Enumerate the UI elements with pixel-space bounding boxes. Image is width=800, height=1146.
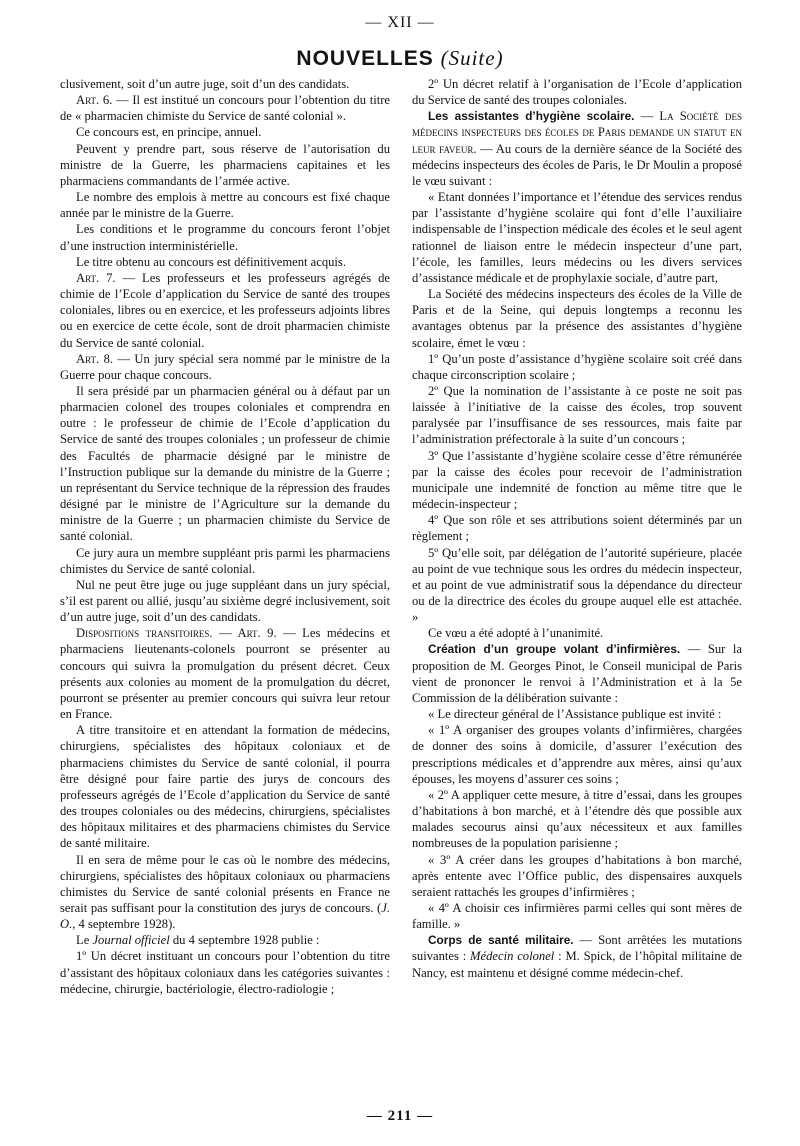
- article-label: Art. 6.: [76, 93, 113, 108]
- title-text: NOUVELLES: [296, 47, 434, 70]
- article-label: — Art. 9.: [212, 626, 277, 641]
- paragraph-text: Le: [76, 933, 93, 948]
- paragraph: 1º Qu’un poste d’assistance d’hygiène scolaire soit créé dans chaque circonscription scolaire ;: [412, 351, 742, 382]
- paragraph: [60, 852, 390, 933]
- paragraph: Peuvent y prendre part, sous réserve de l’autorisation du ministre de la Guerre, les pharmaciens capitaines et les pharmaciens commandants de l’armée active.: [60, 141, 390, 188]
- article-label: Art. 8.: [76, 351, 114, 366]
- paragraph: « 1º A organiser des groupes volants d’infirmières, chargées de donner des soins à domicile, d’assurer l’exécution des prescriptions médicales et d’apprendre aux mères, ainsi qu’aux épouses, les moyens d’assurer ces soins ;: [412, 723, 742, 786]
- paragraph-text: — Sont arrêtées les mutations suivantes :: [412, 933, 742, 964]
- paragraph: Ce jury aura un membre suppléant pris parmi les pharmaciens chimistes du Service de santé colonial.: [60, 545, 390, 576]
- paragraph: [412, 108, 742, 189]
- paragraph: Il sera présidé par un pharmacien général ou à défaut par un pharmacien colonel des troupes coloniales et comprendra en outre : le professeur de chimie de l’Ecole d’application du Service de santé des troupes coloniales ; un professeur de chimie des Facultés de pharmacie désigné par le ministre de l’Instruction publique sur la demande du ministre de la Guerre ; un représentant du Service technique de la répression des fraudes désigné par le ministre de l’Agriculture sur la demande du ministre de la Guerre ; un pharmacien chimiste du Service de santé colonial.: [60, 383, 390, 544]
- paragraph: [412, 641, 742, 706]
- paragraph: [60, 625, 390, 722]
- paragraph: Le titre obtenu au concours est définitivement acquis.: [76, 254, 346, 269]
- paragraph: Les conditions et le programme du concours feront l’objet d’une instruction interministérielle.: [60, 222, 390, 253]
- page-number: — 211 —: [366, 1108, 434, 1124]
- paragraph: clusivement, soit d’un autre juge, soit d’un des candidats.: [60, 77, 350, 91]
- paragraph: [60, 932, 390, 948]
- paragraph: Ce concours est, en principe, annuel.: [76, 125, 262, 140]
- left-column: [60, 76, 390, 997]
- paragraph: « 3º A créer dans les groupes d’habitations à bon marché, après entente avec l’Office public, des dispensaires auxquels seraient rattachés les groupes d’infirmières ;: [412, 852, 742, 899]
- roman-folio: — XII —: [365, 14, 435, 31]
- paragraph: 2º Un décret relatif à l’organisation de l’Ecole d’application du Service de santé des troupes coloniales.: [412, 77, 742, 108]
- paragraph-text: — Sur la proposition de M. Georges Pinot, le Conseil municipal de Paris vient de prononcer le renvoi à l’Administration et à la 5e Commission de la délibération suivante :: [412, 642, 743, 705]
- section-heading: Dispositions transitoires.: [76, 626, 213, 641]
- paragraph: A titre transitoire et en attendant la formation de médecins, chirurgiens, spécialistes des hôpitaux coloniaux et de pharmaciens chimistes du Service de santé colonial, il pourra être désigné pour faire partie des jurys de concours des professeurs agrégés de l’Ecole d’application du Service de santé des troupes coloniales ou des médecins, chirurgiens, spécialistes des hôpitaux militaires et des pharmaciens chimistes du Service de santé militaire.: [60, 723, 390, 851]
- paragraph: Nul ne peut être juge ou juge suppléant dans un jury spécial, s’il est parent ou allié, jusqu’au sixième degré inclusivement, soit d’un autre juge, soit d’un des candidats.: [60, 577, 390, 625]
- paragraph-text: , 4 septembre 1928).: [72, 917, 176, 932]
- paragraph: 5º Qu’elle soit, par délégation de l’autorité supérieure, placée au point de vue technique sous les ordres du médecin inspecteur, et au point de vue administratif sous la dépendance du directeur ou de la directrice des écoles du groupe auquel elle est attachée. »: [412, 545, 742, 625]
- title-suite: (Suite): [440, 46, 504, 70]
- paragraph-text: — Il est institué un concours pour l’obtention du titre de « pharmacien chimiste du Service de santé colonial ».: [60, 93, 390, 124]
- right-column: [412, 76, 742, 981]
- paragraph: « 4º A choisir ces infirmières parmi celles qui sont mères de famille. »: [412, 900, 742, 932]
- paragraph: 4º Que son rôle et ses attributions soient déterminés par un règlement ;: [412, 513, 742, 544]
- paragraph-text: du 4 septembre 1928 publie :: [169, 933, 320, 948]
- paragraph: [60, 270, 390, 351]
- paragraph: Le nombre des emplois à mettre au concours est fixé chaque année par le ministre de la Guerre.: [60, 190, 390, 221]
- section-heading: Les assistantes d’hygiène scolaire.: [428, 109, 635, 124]
- paragraph: « 2º A appliquer cette mesure, à titre d’essai, dans les groupes d’habitations à bon marché, et à l’étendre dès que possible aux malades secourus ainsi qu’aux nécessiteux et aux familles nombreuses de la population parisienne ;: [412, 787, 742, 851]
- journal-title: Journal officiel: [92, 933, 170, 948]
- paragraph-text: : M. Spick, de l’hôpital militaine de Nancy, est maintenu et désigné comme médecin-chef.: [412, 949, 742, 980]
- section-heading: Corps de santé militaire.: [428, 933, 574, 948]
- paragraph: Ce vœu a été adopté à l’unanimité.: [428, 626, 604, 641]
- section-subheading: — La Société des médecins inspecteurs des écoles de Paris demande un statut en leur faveur.: [412, 109, 742, 156]
- paragraph-text: — Les médecins et pharmaciens lieutenants-colonels pourront se présenter au concours qui suivra la promulgation du présent décret. Ceux présents aux colonies au moment de la promulgation du décret, pourront se présenter au premier concours qui suivra leur retour en France.: [60, 626, 390, 722]
- paragraph: [60, 351, 390, 383]
- paragraph: « Le directeur général de l’Assistance publique est invité :: [428, 707, 722, 722]
- paragraph: 3º Que l’assistante d’hygiène scolaire cesse d’être rémunérée par la caisse des écoles pour recevoir de l’administration municipale une indemnité de fonction au même titre que le médecin-inspecteur ;: [412, 448, 742, 512]
- rank-label: Médecin colonel: [470, 949, 555, 964]
- paragraph-text: — Un jury spécial sera nommé par le ministre de la Guerre pour chaque concours.: [60, 351, 390, 382]
- paragraph: 2º Que la nomination de l’assistante à ce poste ne soit pas laissée à l’initiative de la caisse des écoles, trop souvent paralysée par l’insuffisance de ses ressources, mais faite par l’administration préfectorale à la suite d’un concours ;: [412, 383, 742, 447]
- paragraph: « Etant données l’importance et l’étendue des services rendus par l’assistante d’hygiène scolaire qui font d’elle l’auxiliaire indispensable de l’inspection médicale des écoles et le seul agent rationnel de liaison entre le médecin inspecteur d’une part, l’école, les familles, leurs médecins ou les divers services d’assistance médicale et de prophylaxie sociale, d’autre part,: [412, 190, 742, 285]
- article-label: Art. 7.: [76, 270, 116, 285]
- paragraph: 1º Un décret instituant un concours pour l’obtention du titre d’assistant des hôpitaux coloniaux dans les catégories suivantes : médecine, chirurgie, bactériologie, électro-radiologie ;: [60, 949, 390, 996]
- paragraph-text: — Au cours de la dernière séance de la Société des médecins inspecteurs des écoles de Paris, le Dr Moulin a proposé le vœu suivant :: [412, 141, 742, 188]
- page-title: [0, 46, 800, 71]
- journal-reference: J. O.: [60, 900, 390, 932]
- paragraph: La Société des médecins inspecteurs des écoles de la Ville de Paris et de la Seine, qui depuis longtemps a reconnu les avantages obtenus par la présence des assistantes d’hygiène scolaire, émet le vœu :: [412, 287, 742, 350]
- paragraph-text: — Les professeurs et les professeurs agrégés de chimie de l’Ecole d’application du Service de santé des troupes coloniales, libres ou en exercice, et les professeurs adjoints libres ou en exercice de cette école, sont de droit pharmacien chimiste du Service de santé colonial.: [60, 270, 390, 350]
- paragraph: [412, 932, 742, 980]
- paragraph-text: Il en sera de même pour le cas où le nombre des médecins, chirurgiens, spécialistes des hôpitaux coloniaux ou pharmaciens chimistes du Service de santé colonial présents en France ne serait pas suffisant pour la constitution des jurys de concours. (: [60, 852, 390, 915]
- paragraph: [60, 92, 390, 124]
- section-heading: Création d’un groupe volant d’infirmières.: [428, 642, 681, 657]
